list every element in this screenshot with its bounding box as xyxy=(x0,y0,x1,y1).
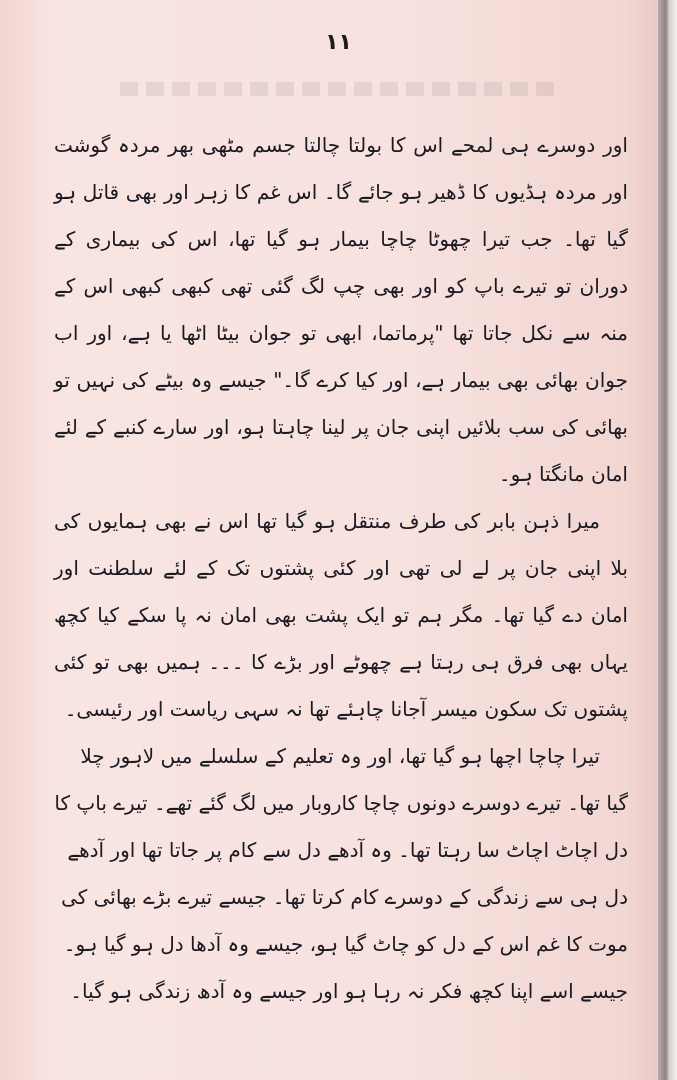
paragraph-1: اور دوسرے ہی لمحے اس کا بولتا چالتا جسم مٹھی بھر مردہ گوشت اور مردہ ہڈیوں کا ڈھیر ہو جائے گا۔ اس غم کا زہر اور بھی قاتل ہو گیا تھا۔ جب تیرا چھوٹا چاچا بیمار ہو گیا تھا، اس کی بیماری کے دوران تو تیرے باپ کو اور بھی چپ لگ گئی تھی کبھی کبھی اس کے منہ سے نکل جاتا تھا "پرماتما، ابھی تو جوان بیٹا اٹھا یا ہے، اور اب جوان بھائی بھی بیمار ہے، اور کیا کرے گا۔" جیسے وہ بیٹے کی نہیں تو بھائی کی سب بلائیں اپنی جان پر لینا چاہتا ہو، اور سارے کنبے کے لئے امان مانگتا ہو۔ xyxy=(54,133,628,486)
paragraph-2: میرا ذہن بابر کی طرف منتقل ہو گیا تھا اس نے بھی ہمایوں کی بلا اپنی جان پر لے لی تھی اور کئی پشتوں تک کے لئے سلطنت اور امان دے گیا تھا۔ مگر ہم تو ایک پشت بھی امان نہ پا سکے کیا کچھ یہاں بھی فرق ہی رہتا ہے چھوٹے اور بڑے کا ۔۔۔ ہمیں بھی تو کئی پشتوں تک سکون میسر آجانا چاہئے تھا نہ سہی ریاست اور رئیسی۔ xyxy=(54,509,628,721)
page-number: ۱۱ xyxy=(325,30,352,55)
bleed-through-text xyxy=(120,82,560,96)
book-binding-edge xyxy=(658,0,677,1080)
paragraph-3: تیرا چاچا اچھا ہو گیا تھا، اور وہ تعلیم کے سلسلے میں لاہور چلا گیا تھا۔ تیرے دوسرے دونوں چاچا کاروبار میں لگ گئے تھے۔ تیرے باپ کا دل اچاٹ اچاٹ سا رہتا تھا۔ وہ آدھے دل سے کام پر جاتا تھا اور آدھے دل ہی سے زندگی کے دوسرے کام کرتا تھا۔ جیسے تیرے بڑے بھائی کی موت کا غم اس کے دل کو چاٹ گیا ہو، جیسے وہ آدھا دل ہو گیا ہو۔ جیسے اسے اپنا کچھ فکر نہ رہا ہو اور جیسے وہ آدھ زندگی ہو گیا۔ xyxy=(54,744,628,1003)
body-text xyxy=(54,122,628,1015)
